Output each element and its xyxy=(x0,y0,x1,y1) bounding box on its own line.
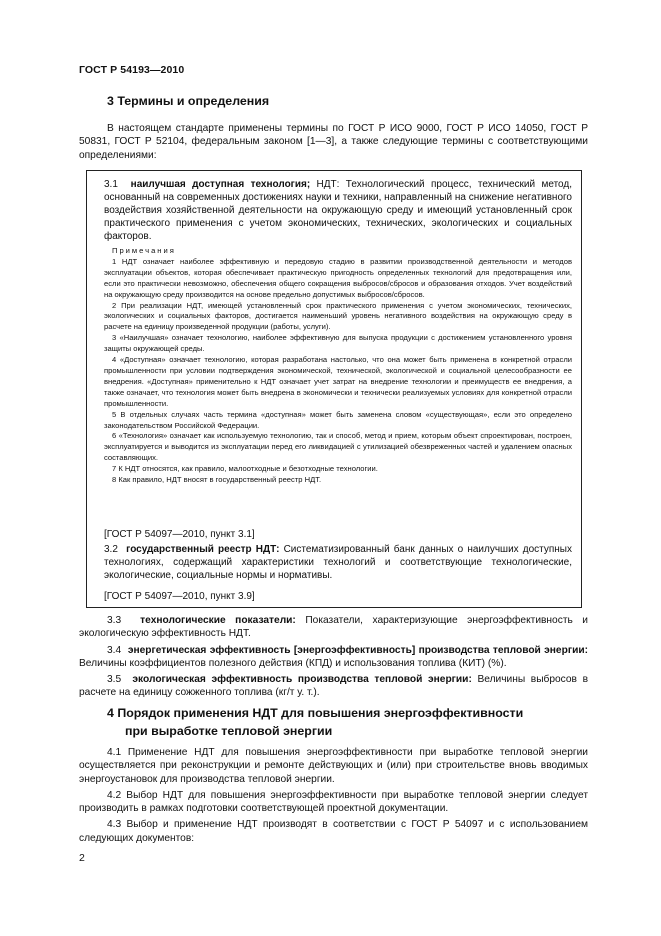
note-item: 2 При реализации НДТ, имеющей установленный срок практического применения с учетом экономических, технических, экологических и социальных факторов, достигается наименьший уровень негативного воздействия на окружающую среду в расчете на единицу произведенной продукции (работы, услуги). xyxy=(104,300,572,332)
section-4-body xyxy=(79,746,588,845)
term-3-3 xyxy=(79,614,588,641)
term-name: экологическая эффективность производства тепловой энергии: xyxy=(132,674,472,686)
term-definition: Систематизированный банк данных о наилучших доступных технологиях, содержащий характеристики технологий и соответствующие технологические, экологические, социальные нормы и нормативы. xyxy=(104,544,572,581)
section-3-intro xyxy=(79,122,588,162)
reference-2 xyxy=(104,590,572,603)
term-definition: Величины выбросов в расчете на единицу сожженного топлива (кг/т у. т.). xyxy=(79,674,589,699)
paragraph-4-3: 4.3 Выбор и применение НДТ производят в соответствии с ГОСТ Р 54097 и с использованием следующих документов: xyxy=(79,819,588,844)
section-4-title xyxy=(107,704,523,740)
section-3-title: 3 Термины и определения xyxy=(107,94,270,108)
term-3-4 xyxy=(79,644,588,671)
term-number: 3.3 xyxy=(107,615,122,626)
document-header: ГОСТ Р 54193—2010 xyxy=(79,64,185,76)
section-4-title-line: 4 Порядок применения НДТ для повышения энергоэффективности xyxy=(107,706,524,720)
note-item: 8 Как правило, НДТ вносят в государственный реестр НДТ. xyxy=(112,475,322,485)
term-number: 3.5 xyxy=(107,674,122,686)
term-number: 3.1 xyxy=(104,179,118,190)
term-name: энергетическая эффективность [энергоэффективность] производства тепловой энергии: xyxy=(127,644,588,656)
term-3-5 xyxy=(79,673,588,700)
page-number: 2 xyxy=(79,852,85,864)
term-definition: Показатели, характеризующие энергоэффективность и экологическую эффективность НДТ. xyxy=(79,615,588,640)
section-4-title-line: при выработке тепловой энергии xyxy=(125,724,333,738)
note-item: 7 К НДТ относятся, как правило, малоотходные и безотходные технологии. xyxy=(112,464,378,474)
note-item: 3 «Наилучшая» означает технологию, наиболее эффективную для выпуска продукции с достижением установленного уровня защиты окружающей среды. xyxy=(104,333,572,354)
term-number: 3.2 xyxy=(104,544,118,555)
intro-paragraph: В настоящем стандарте применены термины по ГОСТ Р ИСО 9000, ГОСТ Р ИСО 14050, ГОСТ Р 50831, ГОСТ Р 52104, федеральным законом [1—3], а также следующие термины с соответствующими определениями: xyxy=(79,123,588,161)
term-3-1 xyxy=(104,178,572,243)
term-definition: НДТ: Технологический процесс, технический метод, основанный на современных достижениях науки и техники, направленный на снижение негативного воздействия хозяйственной деятельности на окружающую среду и имеющий установленный срок практического применения с учетом экономических, технических, экологических и социальных факторов. xyxy=(104,179,573,242)
term-name: наилучшая доступная технология; xyxy=(130,179,311,190)
paragraph-4-1: 4.1 Применение НДТ для повышения энергоэффективности при выработке тепловой энергии осуществляется при реконструкции и ремонте действующих и (или) при строительстве вновь вводимых энергоустановок для производства тепловой энергии. xyxy=(79,747,588,785)
term-definition: Величины коэффициентов полезного действия (КПД) и использования топлива (КИТ) (%). xyxy=(79,657,507,669)
term-number: 3.4 xyxy=(107,644,122,656)
notes-block xyxy=(104,246,572,486)
note-item: 1 НДТ означает наиболее эффективную и передовую стадию в развитии производственной деятельности и методов эксплуатации объектов, которая обеспечивает практическую пригодность определенных технологий для предотвращения или, если это практически невозможно, обеспечения общего сокращения выбросов/сбросов и образования отходов. Учет воздействий на окружающую среду производится на основе предельно допустимых выбросов/сбросов. xyxy=(104,256,572,299)
notes-title: Примечания xyxy=(112,246,176,255)
reference-text: [ГОСТ Р 54097—2010, пункт 3.1] xyxy=(104,529,255,540)
note-item: 4 «Доступная» означает технологию, которая разработана настолько, что она может быть применена в конкретной отрасли промышленности при условии подтверждения экономической, технической, экологической и социальной целесообразности ее внедрения. «Доступная» применительно к НДТ означает учет затрат на внедрение технологии и преимуществ ее внедрения, а также означает, что технология может быть внедрена в экономически и технически реализуемых условиях для конкретной отрасли промышленности. xyxy=(104,355,572,408)
terms-3-3-to-3-5 xyxy=(79,614,588,700)
reference-text: [ГОСТ Р 54097—2010, пункт 3.9] xyxy=(104,591,255,602)
term-name: технологические показатели: xyxy=(140,615,296,626)
paragraph-4-2: 4.2 Выбор НДТ для повышения энергоэффективности при выработке тепловой энергии следует производить в рамках подготовки соответствующей проектной документации. xyxy=(79,789,588,815)
note-item: 6 «Технология» означает как используемую технологию, так и способ, метод и прием, которым объект спроектирован, построен, эксплуатируется и выводится из эксплуатации перед его ликвидацией с утилизацией обезвреженных частей и удалением опасных составляющих. xyxy=(104,431,572,463)
note-item: 5 В отдельных случаях часть термина «доступная» может быть заменена словом «существующая», если это определено законодательством Российской Федерации. xyxy=(104,409,572,430)
term-3-2 xyxy=(104,543,572,582)
reference-1 xyxy=(104,528,572,541)
term-name: государственный реестр НДТ: xyxy=(126,544,280,555)
